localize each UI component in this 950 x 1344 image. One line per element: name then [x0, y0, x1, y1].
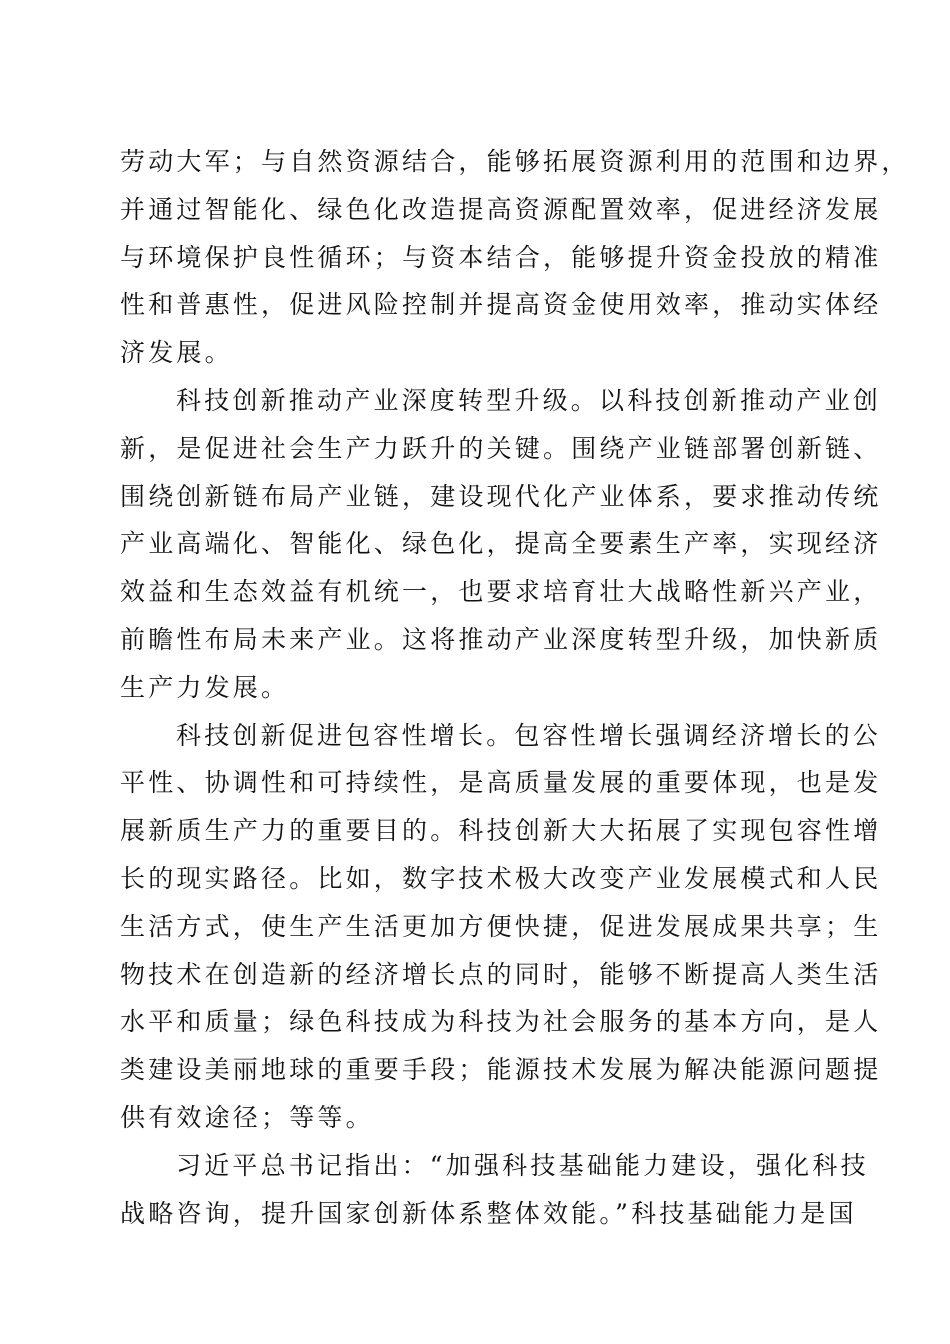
text-line: 习近平总书记指出：“加强科技基础能力建设，强化科技	[176, 1150, 869, 1180]
text-line: 效益和生态效益有机统一，也要求培育壮大战略性新兴产业，	[120, 577, 882, 607]
text-line: 科技创新推动产业深度转型升级。以科技创新推动产业创	[176, 385, 882, 415]
text-line: 平性、协调性和可持续性，是高质量发展的重要体现，也是发	[120, 768, 882, 798]
text-line: 生活方式，使生产生活更加方便快捷，促进发展成果共享；生	[120, 911, 882, 941]
text-line: 战略咨询，提升国家创新体系整体效能。”科技基础能力是国	[120, 1198, 857, 1228]
text-line: 生产力发展。	[120, 672, 290, 702]
text-line: 物技术在创造新的经济增长点的同时，能够不断提高人类生活	[120, 959, 882, 989]
text-line: 性和普惠性，促进风险控制并提高资金使用效率，推动实体经	[120, 290, 882, 320]
text-line: 展新质生产力的重要目的。科技创新大大拓展了实现包容性增	[120, 816, 882, 846]
paragraph-1	[120, 138, 910, 377]
text-line: 产业高端化、智能化、绿色化，提高全要素生产率，实现经济	[120, 529, 882, 559]
text-line: 并通过智能化、绿色化改造提高资源配置效率，促进经济发展	[120, 194, 882, 224]
text-line: 济发展。	[120, 338, 233, 368]
text-line: 类建设美丽地球的重要手段；能源技术发展为解决能源问题提	[120, 1055, 882, 1085]
body-text	[120, 138, 910, 1237]
paragraph-4	[120, 1142, 869, 1238]
text-line: 新，是促进社会生产力跃升的关键。围绕产业链部署创新链、	[120, 433, 882, 463]
text-line: 前瞻性布局未来产业。这将推动产业深度转型升级，加快新质	[120, 624, 882, 654]
text-line: 劳动大军；与自然资源结合，能够拓展资源利用的范围和边界，	[120, 147, 910, 176]
text-line: 水平和质量；绿色科技成为科技为社会服务的基本方向，是人	[120, 1007, 882, 1037]
text-line: 围绕创新链布局产业链，建设现代化产业体系，要求推动传统	[120, 481, 882, 511]
paragraph-3	[120, 712, 882, 1142]
text-line: 与环境保护良性循环；与资本结合，能够提升资金投放的精准	[120, 242, 882, 272]
text-line: 供有效途径；等等。	[120, 1102, 374, 1132]
paragraph-2	[120, 377, 882, 712]
text-line: 科技创新促进包容性增长。包容性增长强调经济增长的公	[176, 720, 882, 750]
text-line: 长的现实路径。比如，数字技术极大改变产业发展模式和人民	[120, 863, 882, 893]
